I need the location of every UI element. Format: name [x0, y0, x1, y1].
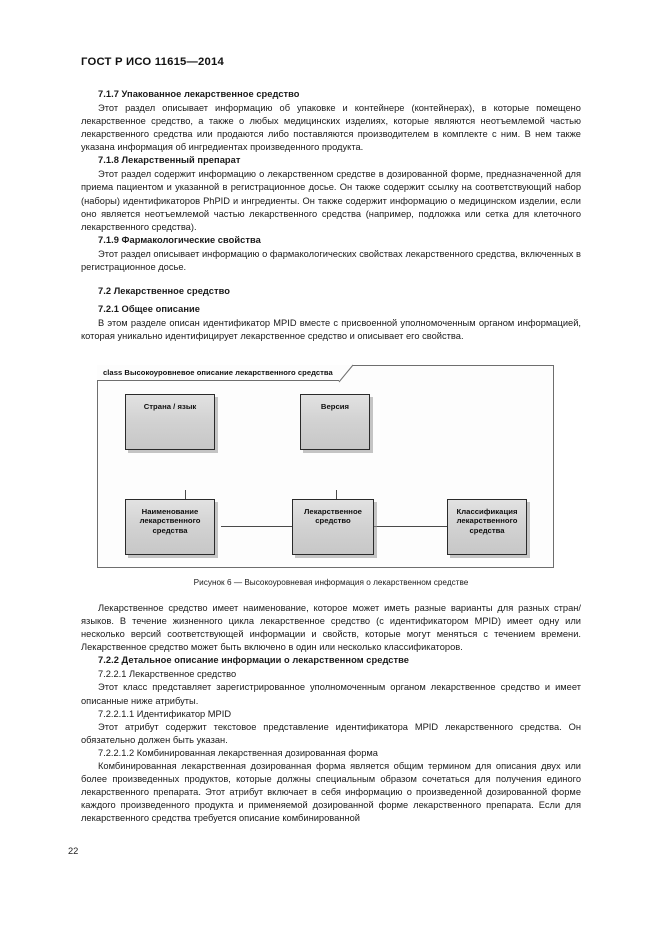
figure-6	[97, 365, 554, 568]
paragraph-7-2-1: В этом разделе описан идентификатор MPID вместе с присвоенной уполномоченным органом информацией, которая уникально идентифицирует лекарственное средство и описывает его свойства.	[81, 318, 581, 342]
paragraph-after-figure: Лекарственное средство имеет наименование, которое может иметь разные варианты для разных стран/языков. В течение жизненного цикла лекарственное средство (с идентификатором MPID) имеет одну или несколько версий соответствующей информации и свойств, которые могут меняться с течением времени. Лекарственное средство может быть включено в один или несколько классификаторов.	[81, 603, 581, 653]
document-header	[81, 56, 224, 68]
heading-7-1-9: 7.1.9 Фармакологические свойства	[98, 234, 261, 245]
node-medicinal-product	[292, 499, 374, 555]
paragraph-7-2-2-1: Этот класс представляет зарегистрированное уполномоченным органом лекарственное средство и имеет описанные ниже атрибуты.	[81, 682, 581, 706]
paragraph-7-1-8: Этот раздел содержит информацию о лекарственном средстве в дозированной форме, предназначенной для приема пациентом и указанной в регистрационное досье. Он также содержит ссылку на соответствующий набор (наборы) идентификаторов PhPID и ингредиенты. Он также содержит информацию о медицинском изделии, если оно является неотъемлемой частью лекарственного средства (например, подложка или сетка для клеточного лекарственного средства).	[81, 169, 581, 232]
node-medicinal-product-label: Лекарственное средство	[304, 507, 362, 526]
node-version	[300, 394, 370, 450]
paragraph-7-2-2-1-1: Этот атрибут содержит текстовое представление идентификатора MPID лекарственного средства. Он обязательно должен быть указан.	[81, 721, 581, 745]
heading-7-1-7: 7.1.7 Упакованное лекарственное средство	[98, 89, 300, 99]
heading-7-2: 7.2 Лекарственное средство	[98, 286, 230, 297]
paragraph-7-1-9: Этот раздел описывает информацию о фармакологических свойствах лекарственного средства, включенных в регистрационное досье.	[81, 248, 581, 272]
figure-caption: Рисунок 6 — Высокоуровневая информация о лекарственном средстве	[193, 578, 469, 587]
heading-7-2-2-1-1: 7.2.2.1.1 Идентификатор MPID	[98, 708, 232, 719]
diagram-frame-label-text: class Высокоуровневое описание лекарственного средства	[103, 368, 333, 377]
paragraph-7-2-2-1-2: Комбинированная лекарственная дозированная форма является общим термином для описания двух или более произведенных продуктов, которые должны специальным образом сочетаться для получения единого лекарственного препарата. Этот атрибут включает в себя информацию о произведенной дозированной форме каждого произведенного продукта и применяемой дозированной форме лекарственного препарата. Если для лекарственного средства требуется описание комбинированной	[81, 761, 581, 824]
node-version-label: Версия	[320, 402, 350, 411]
heading-7-2-2-1-2: 7.2.2.1.2 Комбинированная лекарственная дозированная форма	[98, 747, 378, 758]
text-column-lower	[81, 602, 581, 826]
standard-title: ГОСТ Р ИСО 11615—2014	[81, 56, 224, 68]
heading-7-1-8: 7.1.8 Лекарственный препарат	[98, 155, 241, 166]
page-number: 22	[68, 846, 79, 856]
node-classification-label: Классификация лекарственного средства	[456, 507, 518, 535]
diagram-frame-label	[97, 365, 339, 381]
node-product-name-label: Наименование лекарственного средства	[139, 507, 201, 535]
heading-7-2-2-1: 7.2.2.1 Лекарственное средство	[98, 669, 237, 680]
node-classification	[447, 499, 527, 555]
heading-7-2-1: 7.2.1 Общее описание	[98, 304, 200, 315]
node-country-language	[125, 394, 215, 450]
node-country-language-label: Страна / язык	[143, 402, 197, 411]
text-column-upper	[81, 88, 581, 343]
heading-7-2-2: 7.2.2 Детальное описание информации о лекарственном средстве	[98, 655, 409, 666]
paragraph-7-1-7: Этот раздел описывает информацию об упаковке и контейнере (контейнерах), в которые помещено лекарственное средство, а также о любых медицинских изделиях, которые являются неотъемлемой частью лекарственного средства или продаются либо поставляются производителем в комплекте с ним. В нем также указана информация об ингредиентах произведенного продукта.	[81, 103, 581, 153]
diagram-frame-label-corner	[339, 365, 353, 382]
node-product-name	[125, 499, 215, 555]
